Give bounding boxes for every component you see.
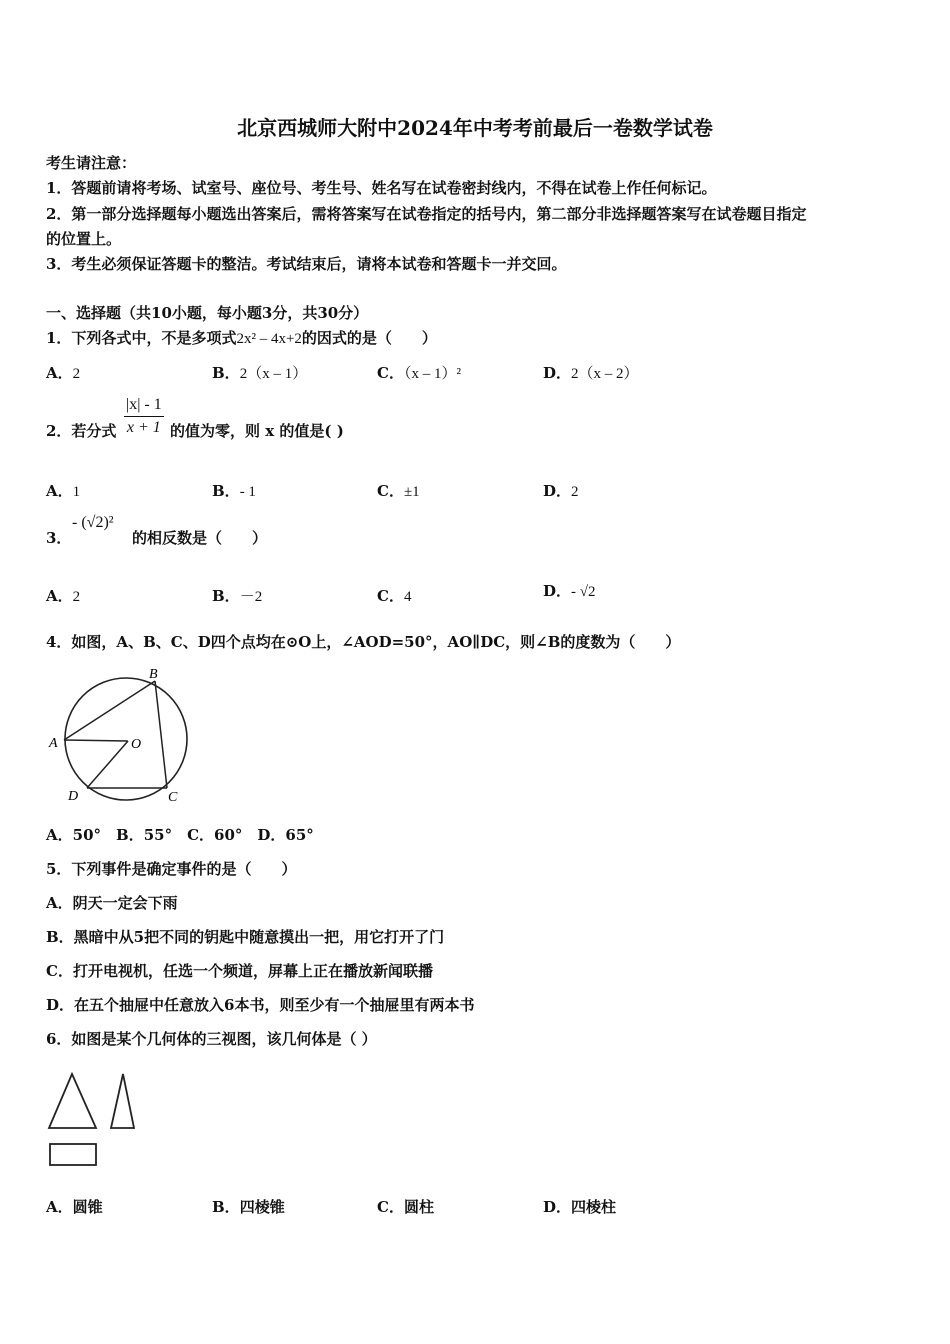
q5-option-b[interactable]: B．黑暗中从5把不同的钥匙中随意摸出一把，用它打开了门 [46, 928, 445, 946]
label-o: O [131, 737, 142, 752]
q2-fraction [124, 396, 164, 437]
side-view-triangle [111, 1074, 134, 1128]
notice-item-3: 3．考生必须保证答题卡的整洁。考试结束后，请将本试卷和答题卡一并交回。 [46, 255, 567, 273]
q4-options[interactable]: A．50° B．55° C．60° D．65° [46, 826, 314, 844]
q6-option-b[interactable]: B．四棱锥 [212, 1198, 285, 1216]
top-view-rectangle [50, 1144, 96, 1165]
q2-suffix: 的值为零，则 x 的值是( ) [170, 422, 344, 440]
question-1 [46, 327, 437, 348]
notice-heading: 考生请注意： [46, 154, 137, 172]
q2-option-d[interactable]: D．2 [543, 482, 579, 500]
q5-option-a[interactable]: A．阴天一定会下雨 [46, 894, 178, 912]
q3-option-c[interactable]: C．4 [377, 587, 412, 605]
q2-prefix: 2．若分式 [46, 422, 117, 440]
q6-option-c[interactable]: C．圆柱 [377, 1198, 434, 1216]
q3-expression: - (√2)² [72, 514, 114, 531]
q6-option-a[interactable]: A．圆锥 [46, 1198, 103, 1216]
q6-option-d[interactable]: D．四棱柱 [543, 1198, 617, 1216]
q2-option-c[interactable]: C．±1 [377, 482, 420, 500]
label-d: D [68, 789, 79, 804]
notice-item-1: 1．答题前请将考场、试室号、座位号、考生号、姓名写在试卷密封线内，不得在试卷上作任何标记。 [46, 179, 717, 197]
q3-option-b[interactable]: B．－2 [212, 587, 263, 605]
q3-option-d[interactable]: D．- √2 [543, 582, 596, 600]
q1-prefix: 1．下列各式中，不是多项式 [46, 329, 237, 347]
circle-o [65, 678, 187, 800]
q1-option-b[interactable]: B．2（x – 1） [212, 364, 308, 382]
q3-option-a[interactable]: A．2 [46, 587, 81, 605]
section-heading: 一、选择题（共10小题，每小题3分，共30分） [46, 304, 369, 322]
q5-option-c[interactable]: C．打开电视机，任选一个频道，屏幕上正在播放新闻联播 [46, 962, 433, 980]
label-c: C [168, 790, 178, 805]
question-5: 5．下列事件是确定事件的是（ ） [46, 860, 297, 878]
q3-prefix: 3． [46, 529, 72, 547]
segment-od [87, 741, 128, 788]
q1-option-a[interactable]: A．2 [46, 364, 81, 382]
segment-bc [155, 681, 167, 788]
label-a: A [49, 736, 58, 751]
q3-suffix: 的相反数是（ ） [132, 529, 268, 547]
q5-option-d[interactable]: D．在五个抽屉中任意放入6本书，则至少有一个抽屉里有两本书 [46, 996, 475, 1014]
segment-ab [64, 681, 155, 740]
three-views-figure [44, 1066, 144, 1174]
segment-ao [64, 740, 128, 741]
page-title: 北京西城师大附中2024年中考考前最后一卷数学试卷 [237, 116, 713, 140]
question-6: 6．如图是某个几何体的三视图，该几何体是（ ） [46, 1030, 377, 1048]
q2-option-b[interactable]: B．- 1 [212, 482, 256, 500]
q1-option-c[interactable]: C．（x – 1）² [377, 364, 461, 382]
notice-item-2-cont: 的位置上。 [46, 230, 122, 248]
front-view-triangle [49, 1074, 96, 1128]
q2-option-a[interactable]: A．1 [46, 482, 81, 500]
circle-figure [44, 664, 194, 809]
q1-suffix: 的因式的是（ ） [301, 329, 437, 347]
q1-expression: 2x² – 4x+2 [236, 331, 302, 347]
q1-option-d[interactable]: D．2（x – 2） [543, 364, 639, 382]
notice-item-2: 2．第一部分选择题每小题选出答案后，需将答案写在试卷指定的括号内，第二部分非选择题答案写在试卷题目指定 [46, 205, 807, 223]
q2-numerator: |x| - 1 [124, 396, 164, 417]
question-4: 4．如图，A、B、C、D四个点均在⊙O上，∠AOD=50°，AO∥DC，则∠B的度数为（ ） [46, 633, 681, 651]
label-b: B [149, 667, 158, 682]
q2-denominator: x + 1 [126, 419, 161, 436]
